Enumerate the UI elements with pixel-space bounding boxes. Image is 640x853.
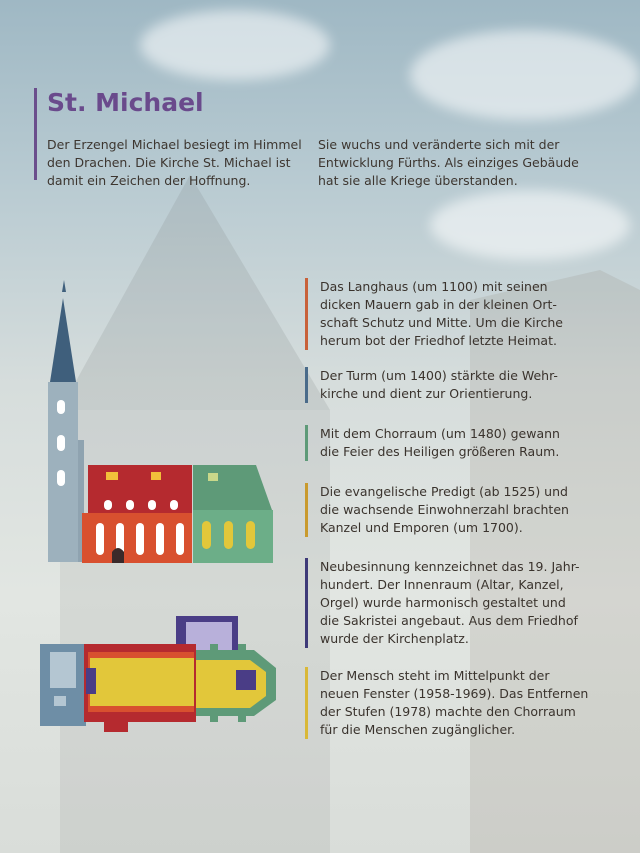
section-neubesinnung: Neubesinnung kennzeichnet das 19. Jahr- hundert. Der Innenraum (Altar, Kanzel, Orgel) wurde harmonisch gestaltet und die Sakristei angebaut. Aus dem Friedhof wurde der Kirchenplatz. <box>305 558 620 648</box>
intro-right: Sie wuchs und veränderte sich mit der Entwicklung Fürths. Als einziges Gebäude hat sie alle Kriege überstanden. <box>318 137 579 188</box>
section-langhaus: Das Langhaus (um 1100) mit seinen dicken Mauern gab in der kleinen Ort- schaft Schutz und Mitte. Um die Kirche herum bot der Friedhof letzte Heimat. <box>305 278 620 350</box>
intro-left: Der Erzengel Michael besiegt im Himmel den Drachen. Die Kirche St. Michael ist damit ein Zeichen der Hoffnung. <box>47 137 302 188</box>
section-fenster: Der Mensch steht im Mittelpunkt der neuen Fenster (1958-1969). Das Entfernen der Stufen (1978) machte den Chorraum für die Menschen zugänglicher. <box>305 667 620 739</box>
section-turm: Der Turm (um 1400) stärkte die Wehr- kirche und dient zur Orientierung. <box>305 367 620 403</box>
church-illustration <box>36 280 276 570</box>
section-chorraum: Mit dem Chorraum (um 1480) gewann die Feier des Heiligen größeren Raum. <box>305 425 620 461</box>
floor-plan-illustration <box>40 612 285 737</box>
page-title: St. Michael <box>47 88 204 117</box>
section-predigt: Die evangelische Predigt (ab 1525) und die wachsende Einwohnerzahl brachten Kanzel und Emporen (um 1700). <box>305 483 620 537</box>
